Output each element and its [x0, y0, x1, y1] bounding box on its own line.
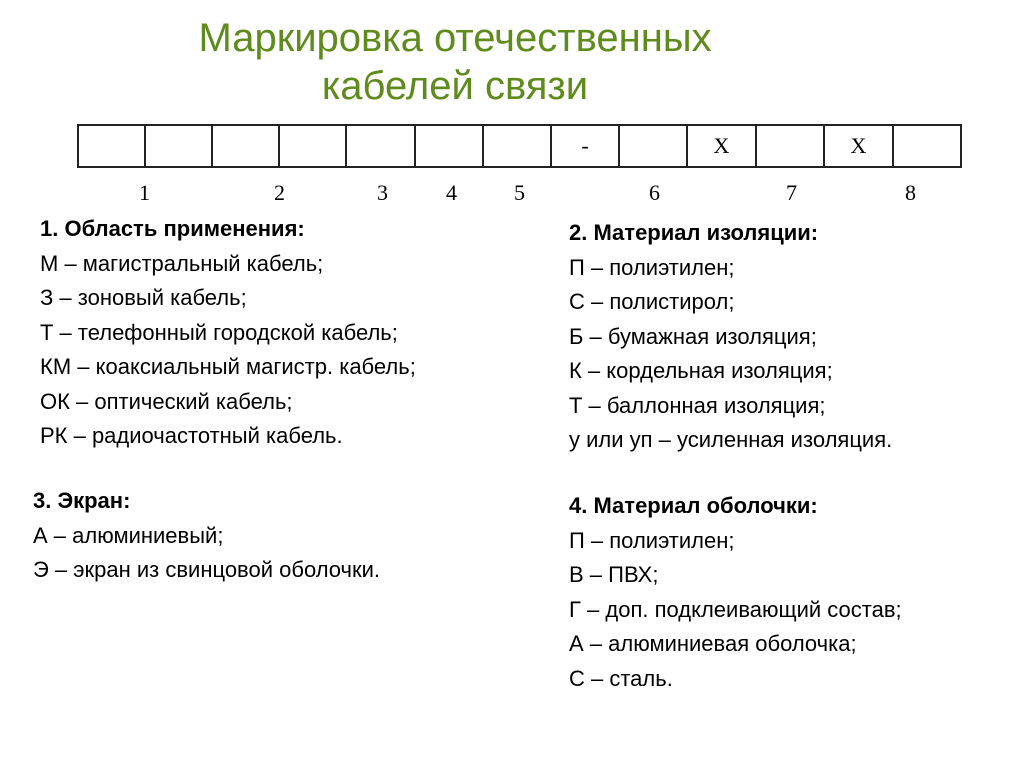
legend-item: П – полиэтилен; [569, 527, 735, 553]
marking-code-row [78, 125, 961, 167]
legend-item: Т – баллонная изоляция; [569, 392, 826, 418]
legend-item: П – полиэтилен; [569, 254, 735, 280]
code-cell [279, 125, 346, 167]
code-cell-x: Х [687, 125, 756, 167]
legend-item: Б – бумажная изоляция; [569, 323, 817, 349]
page-title [0, 14, 910, 110]
position-number: 4 [446, 180, 457, 205]
code-cell [619, 125, 687, 167]
section-heading: 1. Область применения: [40, 216, 305, 241]
section-heading: 3. Экран: [33, 488, 131, 513]
legend-item: Г – доп. подклеивающий состав; [569, 596, 902, 622]
section-screen [33, 484, 380, 588]
legend-item: РК – радиочастотный кабель. [40, 423, 343, 448]
code-cell [483, 125, 551, 167]
section-heading: 2. Материал изоляции: [569, 220, 819, 245]
code-cell-dash: - [551, 125, 619, 167]
position-number: 8 [905, 180, 916, 205]
code-cell [145, 125, 212, 167]
code-cell [415, 125, 483, 167]
title-line-1: Маркировка отечественных [198, 16, 712, 60]
code-cell [756, 125, 824, 167]
position-number: 6 [649, 180, 660, 205]
legend-item: К – кордельная изоляция; [569, 358, 833, 383]
legend-item: КМ – коаксиальный магистр. кабель; [40, 354, 416, 379]
legend-item: Э – экран из свинцовой оболочки. [33, 557, 381, 582]
title-line-2: кабелей связи [321, 64, 589, 108]
code-cell [346, 125, 415, 167]
legend-item: С – полистирол; [569, 289, 735, 314]
position-number: 3 [377, 180, 388, 205]
section-insulation [569, 216, 892, 458]
position-number: 5 [514, 180, 525, 205]
position-number: 1 [139, 180, 150, 205]
legend-item: В – ПВХ; [569, 562, 659, 587]
legend-item: А – алюминиевый; [33, 522, 224, 548]
code-cell [78, 125, 145, 167]
section-heading: 4. Материал оболочки: [569, 493, 818, 518]
legend-item: С – сталь. [569, 665, 673, 691]
section-application [40, 212, 416, 454]
section-sheath [569, 489, 902, 696]
code-cell [212, 125, 279, 167]
legend-item: З – зоновый кабель; [40, 285, 247, 310]
position-number: 2 [274, 180, 285, 205]
legend-item: А – алюминиевая оболочка; [569, 631, 857, 656]
legend-item: М – магистральный кабель; [40, 250, 324, 276]
position-number: 7 [786, 180, 797, 205]
code-cell [893, 125, 961, 167]
code-cell-x: Х [824, 125, 893, 167]
marking-code-table [77, 124, 962, 168]
legend-item: у или уп – усиленная изоляция. [569, 427, 893, 452]
legend-item: ОК – оптический кабель; [40, 388, 293, 414]
legend-item: Т – телефонный городской кабель; [40, 319, 398, 345]
